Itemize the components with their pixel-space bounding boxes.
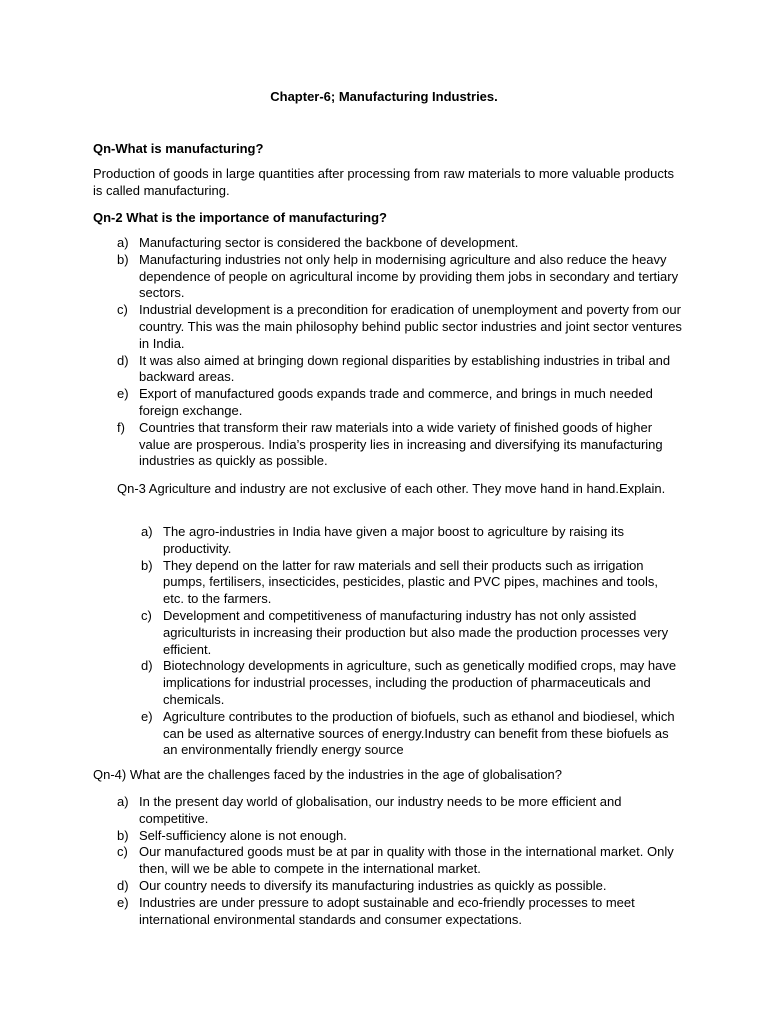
list-item	[141, 558, 681, 608]
list-marker: e)	[117, 386, 129, 402]
list-marker: c)	[141, 607, 152, 623]
list-item	[117, 895, 683, 929]
list-marker: d)	[141, 658, 153, 674]
list-item	[117, 353, 683, 387]
list-item-text: They depend on the latter for raw materials and sell their products such as irrigation pumps, fertilisers, insecticides, pesticides, plastic and PVC pipes, machines and tools, etc. to the farmers.	[163, 557, 658, 607]
list-item	[141, 608, 681, 658]
list-item-text: Self-sufficiency alone is not enough.	[139, 827, 347, 843]
list-item	[141, 709, 681, 759]
list-item	[141, 658, 681, 708]
list-marker: b)	[117, 827, 129, 843]
list-item-text: Manufacturing industries not only help in modernising agriculture and also reduce the heavy dependence of people on agricultural income by providing them jobs in secondary and tertiary sectors.	[139, 251, 679, 301]
list-marker: a)	[141, 524, 153, 539]
question-1-answer: Production of goods in large quantities after processing from raw materials to more valuable products is called manufacturing.	[93, 166, 674, 198]
list-marker: d)	[117, 352, 129, 368]
list-marker: c)	[117, 844, 128, 860]
question-2-heading: Qn-2 What is the importance of manufacturing?	[93, 210, 387, 225]
list-item-text: It was also aimed at bringing down regional disparities by establishing industries in tribal and backward areas.	[139, 352, 671, 385]
list-marker: c)	[117, 302, 128, 318]
list-item	[141, 524, 681, 558]
list-item-text: Manufacturing sector is considered the backbone of development.	[139, 235, 519, 250]
list-item	[117, 828, 683, 845]
list-item-text: Countries that transform their raw materials into a wide variety of finished goods of higher value are prosperous. India’s prosperity lies in increasing and diversifying its manufacturing industries as quickly as possible.	[139, 419, 663, 469]
list-item	[117, 302, 683, 352]
list-item	[117, 235, 683, 252]
list-item	[117, 420, 683, 470]
list-item	[117, 794, 683, 828]
list-item-text: Industries are under pressure to adopt sustainable and eco-friendly processes to meet international environmental standards and consumer expectations.	[139, 894, 635, 927]
list-item	[117, 844, 683, 878]
list-item	[117, 252, 683, 302]
list-marker: b)	[141, 557, 153, 573]
list-item	[117, 878, 683, 895]
list-item-text: The agro-industries in India have given a major boost to agriculture by raising its productivity.	[163, 524, 625, 556]
list-marker: b)	[117, 251, 129, 267]
list-marker: d)	[117, 877, 129, 893]
list-item-text: Biotechnology developments in agriculture, such as genetically modified crops, may have implications for industrial processes, including the production of pharmaceuticals and chemicals.	[163, 658, 677, 707]
list-item-text: Agriculture contributes to the production of biofuels, such as ethanol and biodiesel, which can be used as alternative sources of energy.Industry can benefit from these biofuels as an environmentally friendly energy source	[163, 708, 675, 758]
list-marker: e)	[141, 708, 153, 724]
list-item-text: Export of manufactured goods expands trade and commerce, and brings in much needed foreign exchange.	[139, 386, 653, 418]
list-marker: e)	[117, 894, 129, 910]
list-marker: a)	[117, 235, 129, 250]
question-2-list	[117, 235, 683, 470]
list-item-text: Our manufactured goods must be at par in quality with those in the international market. Only then, will we be able to compete in the international market.	[139, 844, 674, 877]
question-3-heading: Qn-3 Agriculture and industry are not exclusive of each other. They move hand in hand.Explain.	[117, 481, 666, 496]
list-marker: a)	[117, 794, 129, 809]
list-item-text: Industrial development is a precondition for eradication of unemployment and poverty from our country. This was the main philosophy behind public sector industries and joint sector ventures in India.	[139, 302, 682, 351]
question-4-heading: Qn-4) What are the challenges faced by the industries in the age of globalisation?	[93, 767, 563, 782]
list-item-text: Development and competitiveness of manufacturing industry has not only assisted agriculturists in increasing their production but also made the production processes very efficient.	[163, 607, 669, 657]
page-title: Chapter-6; Manufacturing Industries.	[270, 89, 498, 104]
list-item-text: Our country needs to diversify its manufacturing industries as quickly as possible.	[139, 877, 607, 893]
list-marker: f)	[117, 419, 125, 435]
question-4-list	[117, 794, 683, 928]
question-1-heading: Qn-What is manufacturing?	[93, 141, 264, 156]
list-item-text: In the present day world of globalisation, our industry needs to be more efficient and competitive.	[139, 794, 622, 826]
list-item	[117, 386, 683, 420]
question-3-list	[141, 524, 681, 759]
